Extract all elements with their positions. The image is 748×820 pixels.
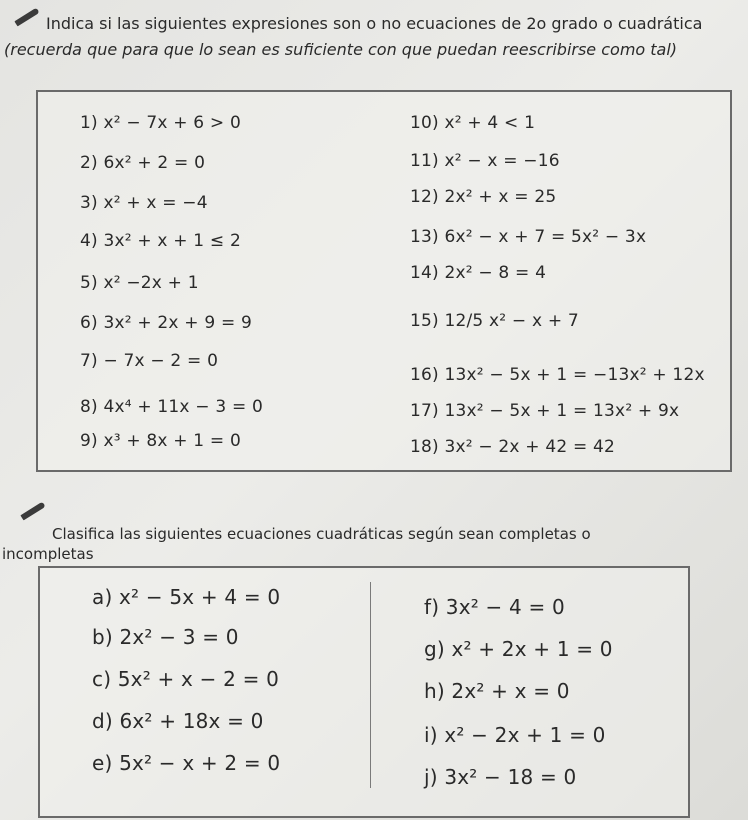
expression-16: 16) 13x² − 5x + 1 = −13x² + 12x xyxy=(410,365,705,385)
expression-8: 8) 4x⁴ + 11x − 3 = 0 xyxy=(80,397,264,417)
column-divider xyxy=(370,582,371,788)
expression-7: 7) − 7x − 2 = 0 xyxy=(80,351,219,371)
instruction-line-3: Clasifica las siguientes ecuaciones cuadráticas según sean completas o xyxy=(52,525,591,543)
expression-4: 4) 3x² + x + 1 ≤ 2 xyxy=(80,231,241,251)
expression-14: 14) 2x² − 8 = 4 xyxy=(410,263,547,283)
expression-12: 12) 2x² + x = 25 xyxy=(410,187,557,207)
expression-18: 18) 3x² − 2x + 42 = 42 xyxy=(410,437,616,457)
instruction-line-2: (recuerda que para que lo sean es suficiente con que puedan reescribirse como tal) xyxy=(4,40,678,59)
pencil-icon xyxy=(14,8,39,27)
equation-i: i) x² − 2x + 1 = 0 xyxy=(424,723,606,747)
equation-f: f) 3x² − 4 = 0 xyxy=(424,595,565,619)
equation-c: c) 5x² + x − 2 = 0 xyxy=(92,667,280,691)
expression-5: 5) x² −2x + 1 xyxy=(80,273,199,293)
equation-a: a) x² − 5x + 4 = 0 xyxy=(92,585,281,609)
expression-2: 2) 6x² + 2 = 0 xyxy=(80,153,206,173)
instruction-line-1: Indica si las siguientes expresiones son o no ecuaciones de 2o grado o cuadrática xyxy=(46,14,703,33)
pencil-icon xyxy=(20,502,45,521)
equation-j: j) 3x² − 18 = 0 xyxy=(424,765,577,789)
expression-6: 6) 3x² + 2x + 9 = 9 xyxy=(80,313,253,333)
expression-15: 15) 12/5 x² − x + 7 xyxy=(410,311,579,331)
expression-3: 3) x² + x = −4 xyxy=(80,193,208,213)
instruction-line-4: incompletas xyxy=(2,545,94,563)
expression-1: 1) x² − 7x + 6 > 0 xyxy=(80,113,241,133)
equation-g: g) x² + 2x + 1 = 0 xyxy=(424,637,613,661)
expression-17: 17) 13x² − 5x + 1 = 13x² + 9x xyxy=(410,401,680,421)
expression-13: 13) 6x² − x + 7 = 5x² − 3x xyxy=(410,227,647,247)
expression-9: 9) x³ + 8x + 1 = 0 xyxy=(80,431,241,451)
expression-11: 11) x² − x = −16 xyxy=(410,151,560,171)
equation-h: h) 2x² + x = 0 xyxy=(424,679,570,703)
equation-e: e) 5x² − x + 2 = 0 xyxy=(92,751,281,775)
expression-10: 10) x² + 4 < 1 xyxy=(410,113,536,133)
equation-b: b) 2x² − 3 = 0 xyxy=(92,625,239,649)
equation-d: d) 6x² + 18x = 0 xyxy=(92,709,264,733)
